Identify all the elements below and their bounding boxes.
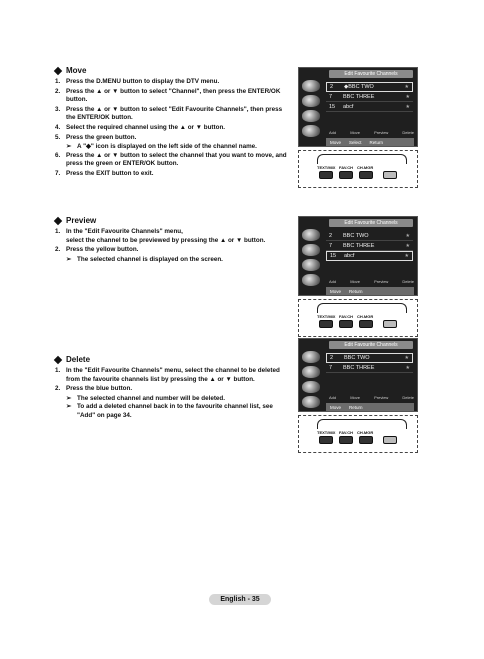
remote-buttons-illustration: TEXT/MIX FAV.CH CH.MGR [298, 299, 418, 337]
exit-button[interactable] [383, 320, 397, 328]
channel-list [326, 353, 413, 373]
button-highlight [317, 303, 407, 313]
button-highlight [317, 419, 407, 429]
preview-title: Preview [55, 216, 290, 225]
color-key-legend: Add Move Preview Delete [329, 395, 414, 400]
delete-section [55, 355, 290, 421]
step: 1. In the "Edit Favourite Channels" menu, select the channel to be previewed by pressing the ▲ or ▼ button. [55, 228, 266, 244]
color-key-legend: Add Move Preview Delete [329, 279, 414, 284]
remote-buttons-illustration: TEXT/MIX FAV.CH CH.MGR [298, 150, 418, 188]
diamond-icon [54, 216, 62, 224]
button-highlight [317, 154, 407, 164]
tv-menu-panel-move: Edit Favourite Channels 2 ◆BBC TWO ★ 7 BBC THREE ★ 15 abcf ★ Add Move Preview Delete Move Select Return [298, 67, 418, 147]
setup-icon [302, 274, 320, 286]
channel-icon [302, 110, 320, 122]
panel-footer: Move Return [326, 287, 414, 295]
step: 1. Press the D.MENU button to display the DTV menu. [55, 78, 220, 85]
channel-list [326, 82, 413, 112]
arrow-icon: ➢ [66, 394, 72, 402]
fav-ch-button[interactable] [339, 436, 353, 444]
list-item[interactable]: 7 BBC THREE ★ [326, 92, 413, 102]
list-item[interactable]: 7 BBC THREE ★ [326, 241, 413, 251]
tv-menu-panel-preview: Edit Favourite Channels 2 BBC TWO ★ 7 BBC THREE ★ 15 abcf ★ Add Move Preview Delete Move Return [298, 216, 418, 296]
ch-mgr-button[interactable] [359, 320, 373, 328]
sound-icon [302, 244, 320, 256]
step: 3. Press the ▲ or ▼ button to select "Edit Favourite Channels", then press the ENTER/OK button. [55, 105, 283, 122]
note: ➢ The selected channel and number will be deleted. [66, 394, 226, 402]
step: 2. Press the blue button. [55, 385, 133, 393]
list-item[interactable]: 7 BBC THREE ★ [326, 363, 413, 373]
arrow-icon: ➢ [66, 403, 72, 411]
arrow-icon: ➢ [66, 143, 72, 151]
sound-icon [302, 366, 320, 378]
channel-icon [302, 259, 320, 271]
picture-icon [302, 80, 320, 92]
note: ➢ A "◆" icon is displayed on the left side of the channel name. [66, 143, 257, 151]
panel-footer: Move Select Return [326, 138, 414, 146]
setup-icon [302, 396, 320, 408]
remote-buttons-illustration: TEXT/MIX FAV.CH CH.MGR [298, 415, 418, 453]
list-item[interactable]: 2 ◆BBC TWO ★ [326, 82, 413, 92]
picture-icon [302, 229, 320, 241]
list-item[interactable]: 15 abcf ★ [326, 102, 413, 112]
panel-footer: Move Return [326, 403, 414, 411]
exit-button[interactable] [383, 171, 397, 179]
page-number: English - 35 [209, 594, 271, 605]
ch-mgr-button[interactable] [359, 436, 373, 444]
step: 7. Press the EXIT button to exit. [55, 169, 154, 177]
move-title: Move [55, 66, 290, 75]
text-mix-button[interactable] [319, 436, 333, 444]
step: 2. Press the ▲ or ▼ button to select "Channel", then press the ENTER/OK button. [55, 87, 281, 104]
picture-icon [302, 351, 320, 363]
ch-mgr-button[interactable] [359, 171, 373, 179]
menu-icons [302, 80, 324, 137]
list-item[interactable]: 2 BBC TWO ★ [326, 353, 413, 363]
arrow-icon: ➢ [66, 255, 72, 263]
note: ➢ To add a deleted channel back in to the favourite channel list, see "Add" on page 34. [66, 403, 273, 419]
step: 6. Press the ▲ or ▼ button to select the channel that you want to move, and press the green or ENTER/OK button. [55, 151, 287, 168]
list-item[interactable]: 2 BBC TWO ★ [326, 231, 413, 241]
menu-icons [302, 351, 324, 408]
list-item[interactable]: 15 abcf ★ [326, 251, 413, 261]
step: 1. In the "Edit Favourite Channels" menu, select the channel to be deleted from the favourite channels list by pressing the ▲ or ▼ button. [55, 367, 280, 383]
text-mix-button[interactable] [319, 171, 333, 179]
step: 5. Press the green button. [55, 133, 137, 141]
diamond-icon [54, 355, 62, 363]
preview-section [55, 216, 290, 264]
color-key-legend: Add Move Preview Delete [329, 130, 414, 135]
fav-ch-button[interactable] [339, 320, 353, 328]
setup-icon [302, 125, 320, 137]
move-section [55, 66, 290, 180]
exit-button[interactable] [383, 436, 397, 444]
text-mix-button[interactable] [319, 320, 333, 328]
channel-list [326, 231, 413, 261]
sound-icon [302, 95, 320, 107]
step: 4. Select the required channel using the ▲ or ▼ button. [55, 123, 226, 131]
menu-icons [302, 229, 324, 286]
channel-icon [302, 381, 320, 393]
diamond-icon [54, 66, 62, 74]
tv-menu-panel-delete: Edit Favourite Channels 2 BBC TWO ★ 7 BBC THREE ★ Add Move Preview Delete Move Return [298, 338, 418, 412]
fav-ch-button[interactable] [339, 171, 353, 179]
note: ➢ The selected channel is displayed on the screen. [66, 255, 223, 263]
delete-title: Delete [55, 355, 290, 364]
step: 2. Press the yellow button. [55, 246, 139, 254]
